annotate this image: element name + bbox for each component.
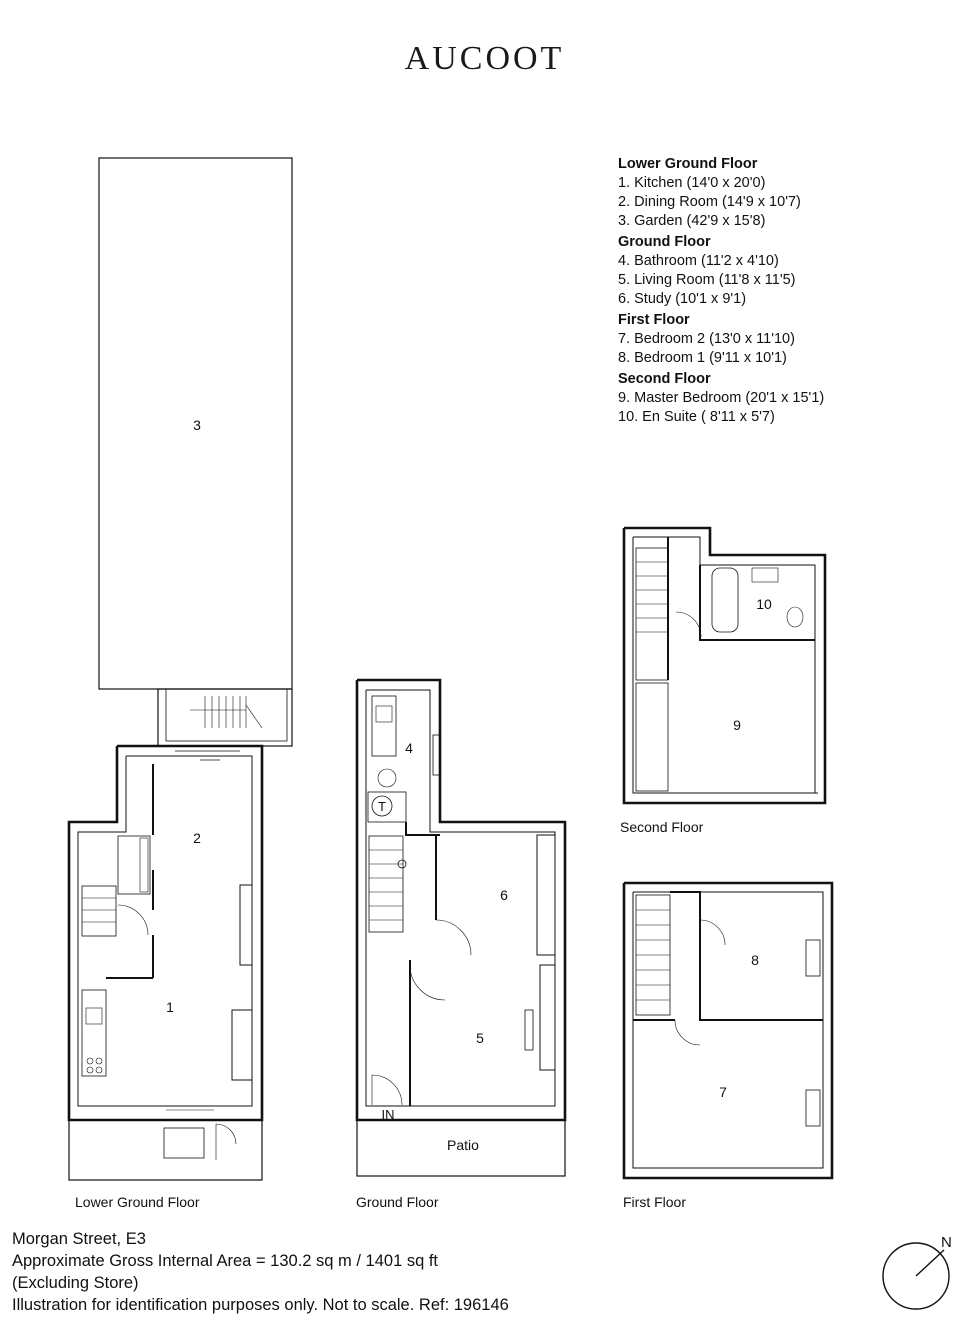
patio-label: Patio [447,1137,479,1153]
north-label: N [941,1234,952,1251]
legend-room: 6. Study (10'1 x 9'1) [618,291,747,307]
legend-room: 2. Dining Room (14'9 x 10'7) [618,194,801,210]
disclaimer: Illustration for identification purposes only. Not to scale. Ref: 196146 [12,1296,509,1314]
brand-logo: AUCOOT [404,40,565,77]
legend-room: 10. En Suite ( 8'11 x 5'7) [618,409,775,425]
room-number-garden: 3 [193,417,201,433]
legend-room: 1. Kitchen (14'0 x 20'0) [618,175,766,191]
first-floor-plan [624,883,832,1178]
room-number-study: 6 [500,887,508,903]
floor-label-ground: Ground Floor [356,1194,439,1210]
floor-label-second: Second Floor [620,819,704,835]
legend-room: 8. Bedroom 1 (9'11 x 10'1) [618,350,787,366]
lower-ground-floor-plan [69,689,292,1180]
legend-room: 7. Bedroom 2 (13'0 x 11'10) [618,331,795,347]
floor-label-lower-ground: Lower Ground Floor [75,1194,200,1210]
gross-internal-area: Approximate Gross Internal Area = 130.2 sq m / 1401 sq ft [12,1252,439,1270]
second-floor-plan [624,528,825,803]
entrance-label: IN [381,1107,395,1122]
ground-floor-plan [357,680,565,1176]
room-number-master: 9 [733,717,741,733]
room-number-kitchen: 1 [166,999,174,1015]
room-number-bedroom2: 7 [719,1084,727,1100]
legend-room: 9. Master Bedroom (20'1 x 15'1) [618,390,825,406]
room-number-living: 5 [476,1030,484,1046]
room-number-bathroom: 4 [405,740,413,756]
legend-section-title: First Floor [618,312,690,328]
room-number-bedroom1: 8 [751,952,759,968]
legend-section-title: Ground Floor [618,234,711,250]
room-number-ensuite: 10 [756,596,772,612]
room-number-dining: 2 [193,830,201,846]
footer-info [12,1228,509,1316]
floor-label-first: First Floor [623,1194,686,1210]
legend-room: 5. Living Room (11'8 x 11'5) [618,272,796,288]
area-exclusion-note: (Excluding Store) [12,1274,139,1292]
legend-section-title: Lower Ground Floor [618,156,758,172]
tank-label: T [378,799,386,814]
property-address: Morgan Street, E3 [12,1230,146,1248]
legend-section-title: Second Floor [618,371,711,387]
legend-room: 4. Bathroom (11'2 x 4'10) [618,253,779,269]
legend-room: 3. Garden (42'9 x 15'8) [618,213,766,229]
